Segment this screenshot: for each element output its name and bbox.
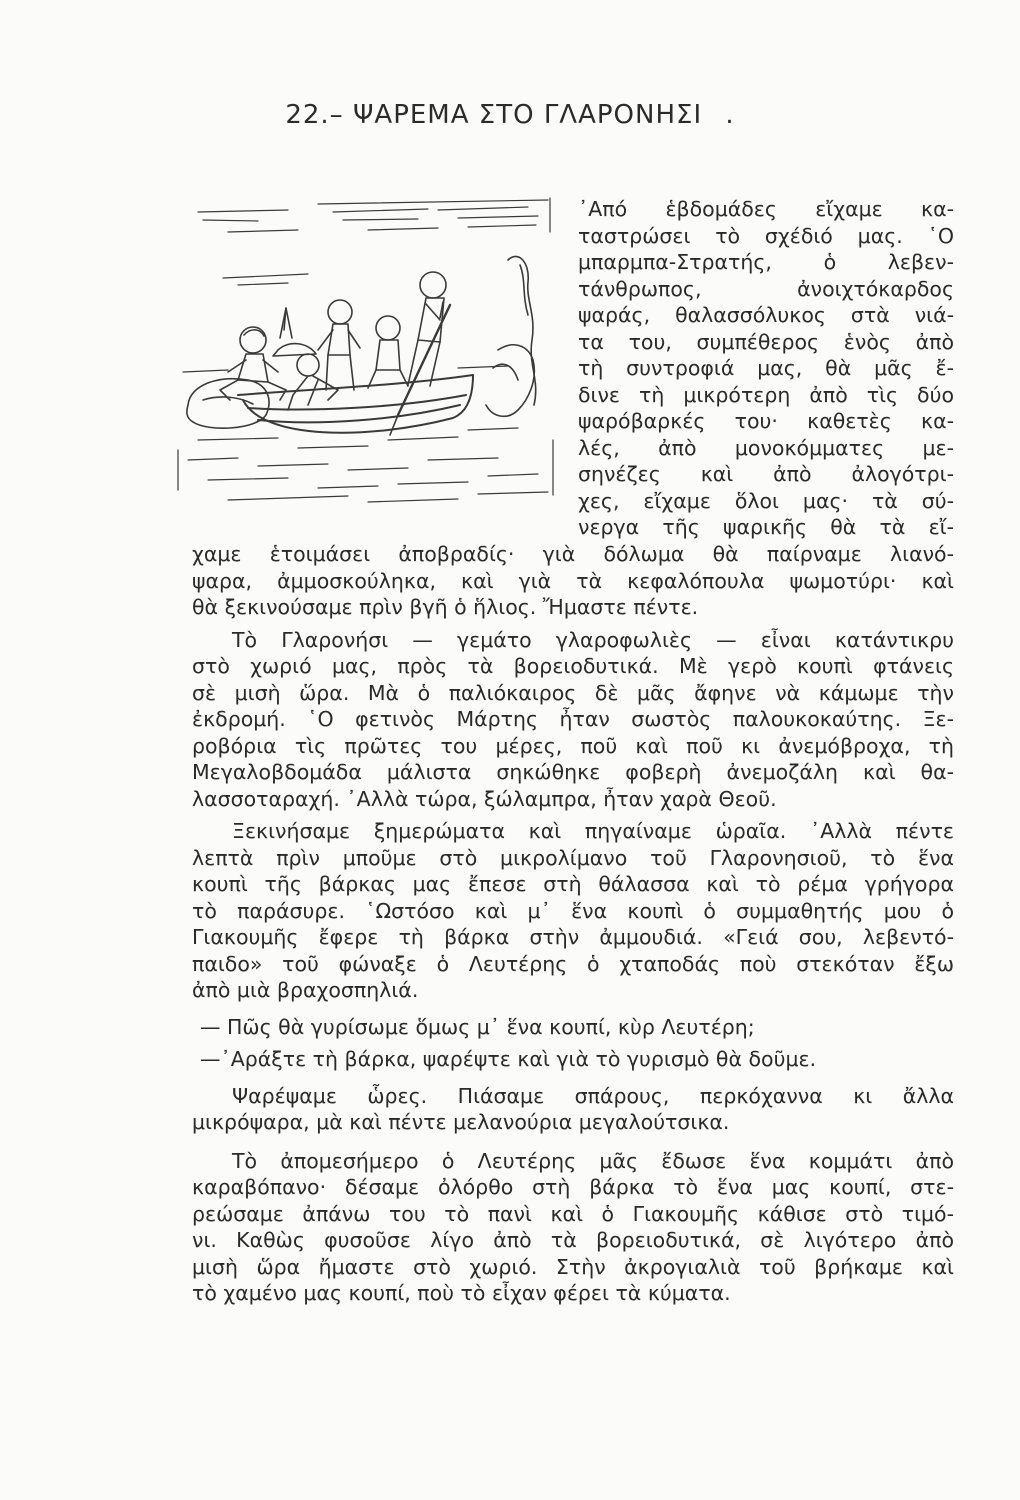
text-line: νι. Καθὼς φυσοῦσε λίγο ἀπὸ τὰ βορειοδυτικά, σὲ λιγότερο ἀπὸ	[192, 1228, 954, 1252]
text-line: καραβόπανο· δέσαμε ὀλόρθο στὴ βάρκα τὸ ἕνα μας κουπί, στε-	[192, 1175, 954, 1199]
paragraph-5	[192, 1148, 954, 1307]
text-line: νεργα τῆς ψαρικῆς θὰ τὰ εἴ-	[578, 515, 954, 539]
chapter-title-text: 22.– ΨΑΡΕΜΑ ΣΤΟ ΓΛΑΡΟΝΗΣΙ	[285, 100, 703, 130]
text-line: Ψαρέψαμε ὧρες. Πιάσαμε σπάρους, περκόχαννα κι ἄλλα	[232, 1083, 954, 1108]
text-line: λεπτὰ πρὶν μποῦμε στὸ μικρολίμανο τοῦ Γλαρονησιοῦ, τὸ ἕνα	[192, 845, 954, 870]
paragraph-2	[192, 627, 954, 813]
fishing-boat-illustration-icon	[168, 190, 568, 515]
intro-column	[578, 196, 954, 541]
text-line: δινε τὴ μικρότερη ἀπὸ τὶς δύο	[578, 382, 954, 407]
boy-leaning	[288, 354, 338, 410]
text-line: σηνέζες καὶ ἀπὸ ἀλογότρι-	[578, 462, 954, 486]
text-line: ροβόρια τὶς πρῶτες του μέρες, ποῦ καὶ ποῦ κι ἀνεμόβροχα, τὴ	[192, 733, 954, 758]
text-line: μισὴ ὥρα ἤμαστε στὸ χωριό. Στὴν ἀκρογιαλιὰ τοῦ βρήκαμε καὶ	[192, 1254, 954, 1279]
text-line: Ξεκινήσαμε ξημερώματα καὶ πηγαίναμε ὡραῖα. ᾿Αλλὰ πέντε	[232, 819, 954, 843]
dialogue	[192, 1014, 954, 1073]
dialogue-line-2: —᾿Αράξτε τὴ βάρκα, ψαρέψτε καὶ γιὰ τὸ γυρισμὸ θὰ δοῦμε.	[200, 1047, 817, 1071]
text-line: ψαρα, ἀμμοσκούληκα, καὶ γιὰ τὰ κεφαλόπουλα ψωμοτύρι· καὶ	[192, 568, 954, 593]
text-line: τάνθρωπος, ἀνοιχτόκαρδος	[578, 276, 954, 301]
text-line: Τὸ ἀπομεσήμερο ὁ Λευτέρης μᾶς ἔδωσε ἕνα κομμάτι ἀπὸ	[232, 1148, 954, 1173]
text-line: Τὸ Γλαρονήσι — γεμάτο γλαροφωλιὲς — εἶναι κατάντικρυ	[232, 627, 954, 652]
text-line: τὸ χαμένο μας κουπί, ποὺ τὸ εἶχαν φέρει τὰ κύματα.	[192, 1281, 731, 1305]
text-line: παιδο» τοῦ φώναξε ὁ Λευτέρης ὁ χταποδάς ποὺ στεκόταν ἔξω	[192, 951, 954, 976]
boy-left	[220, 327, 286, 400]
right-cliff	[486, 256, 536, 416]
text-line: τὴ συντροφιά μας, θὰ μᾶς ἔ-	[578, 356, 954, 380]
text-line: χες, εἴχαμε ὅλοι μας· τὰ σύ-	[578, 488, 954, 513]
text-line: τα του, συμπέθερος ἑνὸς ἀπὸ	[578, 329, 954, 354]
text-line: ᾿Από ἑβδομάδες εἴχαμε κα-	[578, 197, 954, 221]
text-line: θὰ ξεκινούσαμε πρὶν βγῆ ὁ ἥλιος. Ἤμαστε πέντε.	[192, 595, 699, 619]
paragraph-1	[192, 541, 954, 621]
text-line: στὸ χωριό μας, πρὸς τὰ βορειοδυτικά. Μὲ γερὸ κουπὶ φτάνεις	[192, 654, 954, 678]
boy-standing	[318, 300, 360, 390]
text-line: μπαρμπα-Στρατής, ὁ λεβεν-	[578, 250, 954, 274]
boy-sitting	[368, 316, 408, 388]
sky-lines	[198, 198, 550, 285]
chapter-title	[0, 100, 1020, 130]
text-line: λές, ἀπὸ μονοκόμματες με-	[578, 435, 954, 460]
text-line: μικρόψαρα, μὰ καὶ πέντε μελανούρια μεγαλούτσικα.	[192, 1110, 730, 1134]
dialogue-line-1: — Πῶς θὰ γυρίσωμε ὅμως μ᾿ ἕνα κουπί, κὺρ Λευτέρη;	[200, 1014, 755, 1039]
paragraph-3	[192, 818, 954, 1004]
title-dot: .	[725, 100, 735, 130]
text-line: λασσοταραχή. ᾿Αλλὰ τώρα, ξώλαμπρα, ἦταν χαρὰ Θεοῦ.	[192, 786, 777, 811]
text-line: Μεγαλοβδομάδα μάλιστα σηκώθηκε φοβερὴ ἀνεμοζάλη καὶ θα-	[192, 760, 954, 784]
text-line: ψαρόβαρκές του· καθετὲς κα-	[578, 409, 954, 433]
text-line: ρεώσαμε ἀπάνω του τὸ πανὶ καὶ ὁ Γιακουμῆς κάθισε στὸ τιμό-	[192, 1201, 954, 1226]
paragraph-4	[192, 1083, 954, 1136]
text-line: τὸ παράσυρε. ῾Ωστόσο καὶ μ᾿ ἕνα κουπὶ ὁ συμμαθητής μου ὁ	[192, 898, 954, 923]
text-line: ἀπὸ μιὰ βραχοσπηλιά.	[192, 978, 419, 1002]
text-line: Γιακουμῆς ἔφερε τὴ βάρκα στὴν ἀμμουδιά. «Γειά σου, λεβεντό-	[192, 925, 954, 949]
text-line: κουπὶ τῆς βάρκας μας ἔπεσε στὴ θάλασσα καὶ τὸ ρέμα γρήγορα	[192, 872, 954, 896]
text-line: ἐκδρομή. ῾Ο φετινὸς Μάρτης ἦταν σωστὸς παλουκοκαύτης. Ξε-	[192, 707, 954, 731]
text-line: ψαράς, θαλασσόλυκος στὰ νιά-	[578, 303, 954, 327]
text-line: χαμε ἑτοιμάσει ἀποβραδίς· γιὰ δόλωμα θὰ παίρναμε λιανό-	[192, 542, 954, 566]
text-line: σὲ μισὴ ὥρα. Μὰ ὁ παλιόκαιρος δὲ μᾶς ἄφηνε νὰ κάμωμε τὴν	[192, 680, 954, 705]
text-line: ταστρώσει τὸ σχέδιό μας. ῾Ο	[578, 223, 954, 248]
body-text	[192, 541, 954, 1307]
